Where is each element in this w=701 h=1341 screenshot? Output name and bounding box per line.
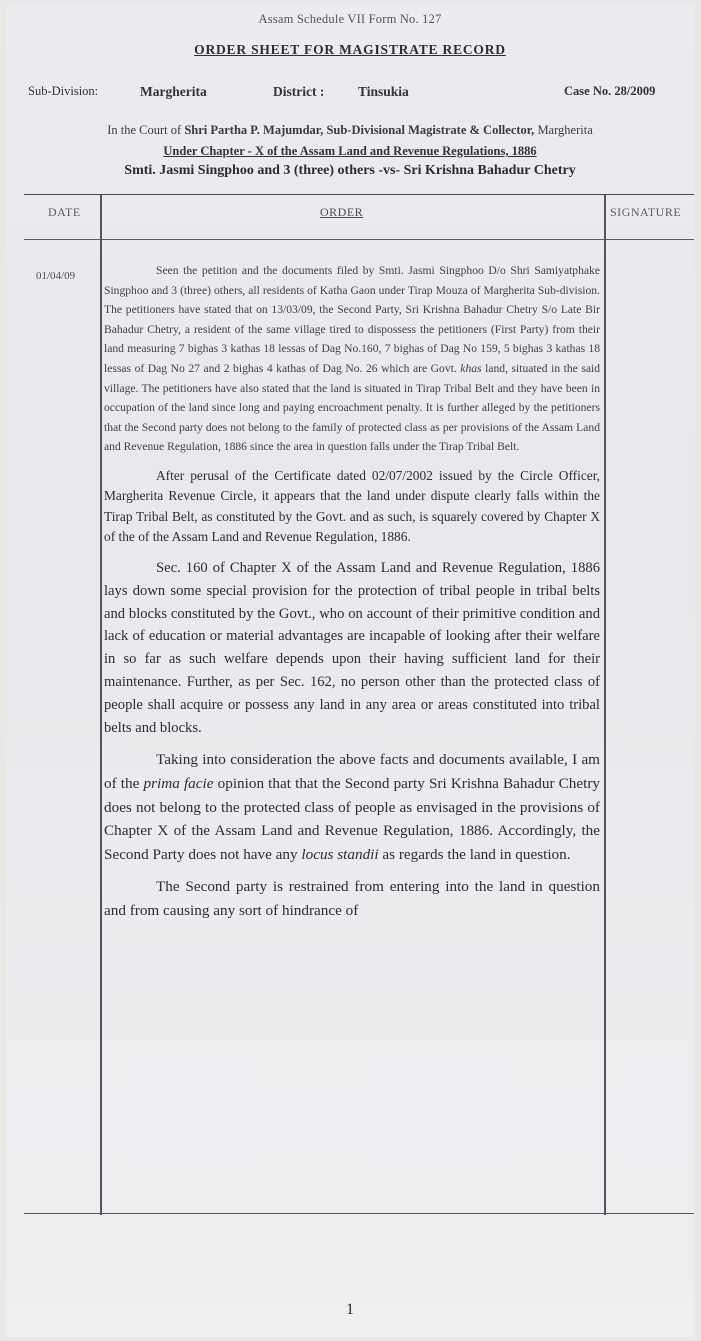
paragraph-4-italic-2: locus standii	[301, 845, 379, 863]
paragraph-1-text: Seen the petition and the documents filed by Smti. Jasmi Singphoo D/o Shri Samiyatphake Singphoo and 3 (three) others, all residents of Katha Gaon under Tirap Mouza of Margherita Sub-division. The petitioners have stated that on 13/03/09, the Second Party, Sri Krishna Bahadur Chetry S/o Late Bir Bahadur Chetry, a resident of the same village tired to dispossess the petitioners (First Party) from their land measuring 7 bighas 3 kathas 18 lessas of Dag No.160, 7 bighas of Dag No 159, 5 bighas 3 kathas 18 lessas of Dag No 27 and 2 bighas 4 kathas of Dag No. 26 which are Govt.	[104, 264, 600, 375]
paragraph-4-text-end: as regards the land in question.	[382, 845, 571, 863]
court-name: Shri Partha P. Majumdar, Sub-Divisional Magistrate & Collector,	[184, 123, 535, 137]
order-paragraph-3: Sec. 160 of Chapter X of the Assam Land and Revenue Regulation, 1886 lays down some special provision for the protection of tribal people in tribal belts and blocks constituted by the Govt., who on account of their primitive condition and lack of education or material advantages are incapable of looking after their welfare in so far as such welfare depends upon their having sufficient land for their maintenance. Further, as per Sec. 162, no person other than the protected class of people shall acquire or possess any land in any area or areas constituted into tribal belts and blocks.	[104, 559, 600, 736]
subdivision-value: Margherita	[140, 84, 207, 99]
paragraph-4-italic-1: prima facie	[143, 774, 214, 792]
page-number: 1	[346, 1301, 354, 1318]
order-date: 01/04/09	[36, 270, 76, 282]
paragraph-4-text-mid: opinion that that the Second party Sri Krishna Bahadur Chetry does not belong to the protected class of people as envisaged in the provisions of Chapter X of the Assam Land and Revenue Regulation, 1886. Accordingly, the Second Party does not have any	[104, 774, 600, 863]
order-column-header: ORDER	[320, 205, 364, 219]
case-number: Case No. 28/2009	[564, 84, 656, 98]
order-sheet-page	[6, 4, 694, 1337]
chapter-line: Under Chapter - X of the Assam Land and Revenue Regulations, 1886	[163, 144, 537, 158]
sheet-title: ORDER SHEET FOR MAGISTRATE RECORD	[194, 42, 506, 57]
order-text	[104, 261, 600, 931]
order-paragraph-5: The Second party is restrained from entering into the land in question and from causing any sort of hindrance of	[104, 878, 600, 919]
signature-column-header: SIGNATURE	[610, 205, 682, 219]
date-column-header: DATE	[48, 205, 81, 219]
header-row-divider	[24, 239, 694, 240]
parties-line: Smti. Jasmi Singphoo and 3 (three) others -vs- Sri Krishna Bahadur Chetry	[124, 163, 576, 178]
order-paragraph-4	[104, 748, 600, 866]
table-bottom-border	[24, 1213, 694, 1214]
subdivision-label: Sub-Division:	[28, 84, 99, 98]
court-place: Margherita	[537, 123, 593, 137]
order-table	[24, 194, 694, 1215]
court-prefix: In the Court of	[107, 123, 182, 137]
form-number: Assam Schedule VII Form No. 127	[258, 12, 442, 26]
date-column-divider	[100, 195, 102, 1215]
order-paragraph-1	[104, 261, 600, 457]
order-paragraph-2: After perusal of the Certificate dated 02/07/2002 issued by the Circle Officer, Margherita Revenue Circle, it appears that the land under dispute clearly falls within the Tirap Tribal Belt, as constituted by the Govt. and as such, is squarely covered by Chapter X of the of the Assam Land and Revenue Regulation, 1886.	[104, 467, 600, 545]
paragraph-4-text: Taking into consideration the above facts and documents available, I am of the	[104, 751, 600, 792]
signature-column-divider	[604, 195, 606, 1215]
district-value: Tinsukia	[358, 84, 409, 99]
paragraph-1-text-end: land, situated in the said village. The petitioners have also stated that the land is situated in Tirap Tribal Belt and they have been in occupation of the land since long and paying encroachment penalty. It is further alleged by the petitioners that the Second party does not belong to the family of protected class as per provisions of the Assam Land and Revenue Regulation, 1886 since the area in question falls under the Tirap Tribal Belt.	[104, 361, 601, 454]
court-line	[6, 123, 694, 138]
district-label: District :	[273, 84, 325, 99]
paragraph-1-italic: khas	[460, 361, 482, 375]
